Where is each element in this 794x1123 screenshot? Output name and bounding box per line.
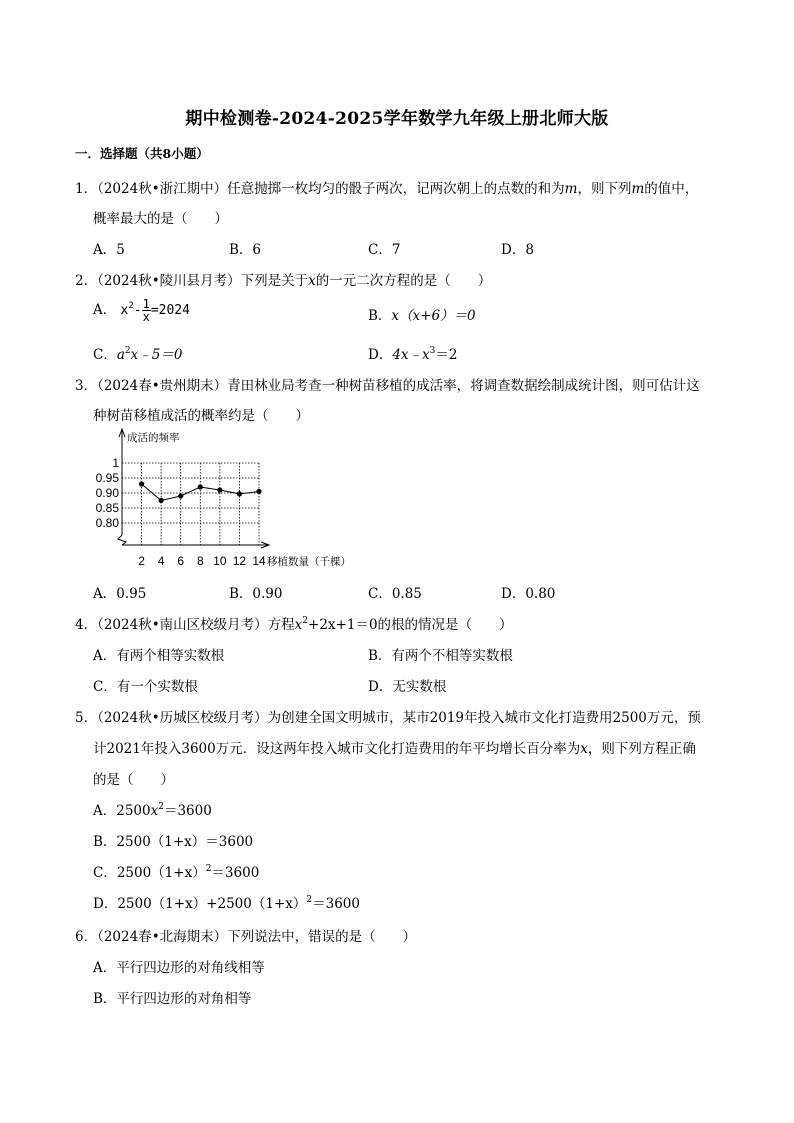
option-d: D．无实数根 <box>368 679 447 695</box>
math-expression: $x^2-$ $\frac{1}{x}$ =2024 <box>120 297 190 324</box>
option-label: B． <box>368 308 392 324</box>
option-label: C． <box>93 347 117 363</box>
math-rest: ＝2 <box>435 347 458 363</box>
option-b: B．6 <box>229 242 262 258</box>
data-point <box>198 484 203 489</box>
question-5-line-3: 的是（ ） <box>93 772 174 788</box>
option-d <box>368 343 457 363</box>
x-axis-label: 移植数量（千棵） <box>267 556 351 568</box>
survival-rate-chart <box>85 425 375 575</box>
variable: x <box>580 741 588 757</box>
math-rest: ＝3600 <box>163 803 212 819</box>
x-tick-label: 10 <box>213 554 227 568</box>
chart-grid <box>122 463 259 545</box>
exponent: 2 <box>124 346 131 356</box>
exponent: 2 <box>306 895 313 905</box>
y-tick-label: 0.85 <box>95 501 119 515</box>
question-4-line-1 <box>75 613 513 633</box>
option-a <box>93 298 190 323</box>
question-1-line-2: 概率最大的是（ ） <box>93 211 228 227</box>
question-3-line-1 <box>75 374 700 394</box>
question-1-line-1 <box>75 177 698 197</box>
option-a: A．平行四边形的对角线相等 <box>93 960 265 976</box>
x-tick-label: 4 <box>157 554 165 568</box>
data-point <box>178 493 183 498</box>
page-title: 期中检测卷-2024-2025学年数学九年级上册北师大版 <box>185 109 609 129</box>
fraction <box>142 298 151 323</box>
y-axis-label: 成活的频率 <box>127 432 180 444</box>
option-c <box>93 343 182 363</box>
question-text: （2024春•北海期末）下列说法中，错误的是（ ） <box>97 929 417 945</box>
exponent: 2 <box>302 616 309 626</box>
option-label: A． <box>93 302 117 318</box>
variable: m <box>564 181 578 197</box>
question-text: （2024秋•南山区校级月考）方程 <box>97 617 295 633</box>
y-tick-label: 1 <box>112 456 119 470</box>
exponent: 2 <box>128 301 134 311</box>
question-5-line-1 <box>75 706 701 726</box>
option-d: D．0.80 <box>501 586 556 602</box>
x-tick-label: 14 <box>252 554 266 568</box>
data-point <box>256 489 261 494</box>
question-text: （2024秋•陵川县月考）下列是关于 <box>97 273 309 289</box>
question-text: 计2021年投入3600万元．设这两年投入城市文化打造费用的年平均增长百分率为 <box>93 741 581 757</box>
question-text: （2024秋•历城区校级月考）为创建全国文明城市，某市2019年投入城市文化打造费用2500万元，预 <box>97 710 701 726</box>
y-tick-label: 0.90 <box>95 486 119 500</box>
math-rest: =2024 <box>150 303 190 318</box>
question-number: 1． <box>75 181 98 197</box>
numerator: 1 <box>142 297 150 311</box>
data-point <box>237 491 242 496</box>
question-number: 6． <box>75 929 98 945</box>
question-number: 5． <box>75 710 98 726</box>
math-var: x <box>294 617 303 633</box>
math-expression: A．2500 <box>93 803 151 819</box>
math-var: x <box>150 803 159 819</box>
option-b: B．平行四边形的对角相等 <box>93 991 252 1007</box>
section-heading: 一．选择题（共8小题） <box>75 146 209 161</box>
math-rest: x﹣5＝0 <box>130 347 183 363</box>
math-expression: 4x﹣x <box>392 347 430 363</box>
question-number: 2． <box>75 273 98 289</box>
question-text: ，则下列 <box>577 181 632 197</box>
question-text: +2x+1＝0的根的情况是（ ） <box>308 617 513 633</box>
math-expression: C．2500（1+x） <box>93 865 206 881</box>
option-d: D．8 <box>501 242 534 258</box>
math-var: x <box>120 303 129 318</box>
exponent: 3 <box>429 346 436 356</box>
option-a: A．0.95 <box>93 586 147 602</box>
question-text: ，则下列方程正确 <box>587 741 696 757</box>
option-b: B．0.90 <box>229 586 283 602</box>
math-var: a <box>116 347 125 363</box>
option-label: D． <box>368 347 393 363</box>
data-point <box>139 481 144 486</box>
denominator: x <box>142 310 150 324</box>
option-b <box>368 304 476 324</box>
option-a: A．有两个相等实数根 <box>93 648 225 664</box>
question-6-line-1 <box>75 925 416 945</box>
y-tick-label: 0.80 <box>95 516 119 530</box>
option-c: C．有一个实数根 <box>93 679 198 695</box>
chart-axes <box>96 429 269 568</box>
question-2-line-1 <box>75 269 491 289</box>
x-tick-label: 12 <box>232 554 247 568</box>
option-c: C．0.85 <box>368 586 422 602</box>
math-rest: ＝3600 <box>312 896 360 912</box>
x-tick-label: 6 <box>177 554 185 568</box>
variable: m <box>631 181 645 197</box>
option-b: B．2500（1+x）＝3600 <box>93 834 254 850</box>
math-rest: ＝3600 <box>211 865 260 881</box>
math-expression: D．2500（1+x）+2500（1+x） <box>93 896 307 912</box>
exponent: 2 <box>205 864 212 874</box>
question-number: 3． <box>75 378 98 394</box>
variable: x <box>308 273 316 289</box>
question-text: （2024秋•浙江期中）任意抛掷一枚均匀的骰子两次，记两次朝上的点数的和为 <box>97 181 565 197</box>
option-d <box>93 892 360 912</box>
axis-break-mark <box>118 535 126 545</box>
question-text: 的一元二次方程的是（ ） <box>315 273 492 289</box>
option-a: A．5 <box>93 242 125 258</box>
exponent: 2 <box>158 802 164 812</box>
data-point <box>217 487 222 492</box>
question-number: 4． <box>75 617 98 633</box>
x-tick-label: 2 <box>138 554 145 568</box>
math-expression: x（x+6）＝0 <box>391 308 476 324</box>
question-3-line-2: 种树苗移植成活的概率约是（ ） <box>93 408 309 424</box>
y-tick-label: 0.95 <box>95 471 119 485</box>
question-5-line-2 <box>93 737 696 757</box>
option-b: B．有两个不相等实数根 <box>368 648 513 664</box>
question-text: 的值中， <box>644 181 699 197</box>
x-tick-label: 8 <box>196 554 204 568</box>
option-c <box>93 861 259 881</box>
data-point <box>159 498 164 503</box>
question-text: （2024春•贵州期末）青田林业局考查一种树苗移植的成活率，将调查数据绘制成统计图，则可估计这 <box>97 378 700 394</box>
option-a <box>93 799 212 819</box>
option-c: C．7 <box>368 242 401 258</box>
